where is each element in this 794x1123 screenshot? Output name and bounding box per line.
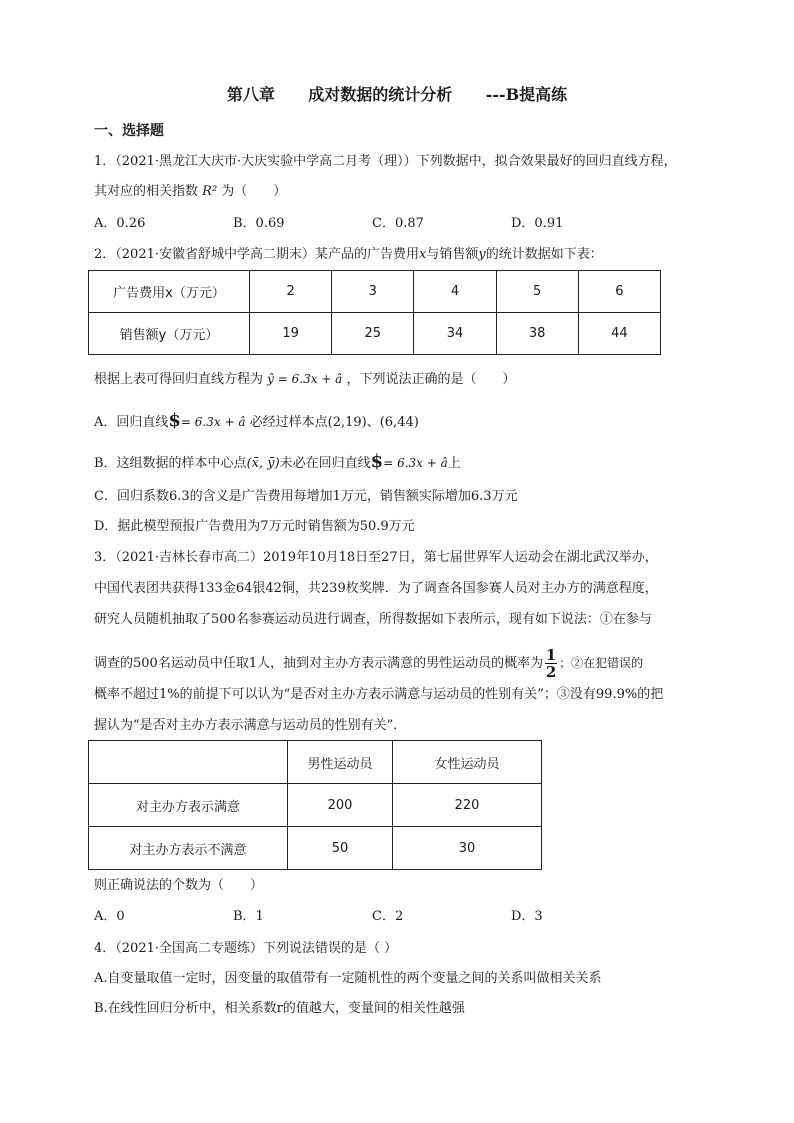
q3-option-a: A．0	[94, 909, 125, 924]
q2-option-c: C．回归系数6.3的含义是广告费用每增加1万元，销售额实际增加6.3万元	[94, 489, 518, 504]
q1-stem-line2-pre: 其对应的相关指数	[94, 184, 199, 199]
q2-option-a-pre: A．回归直线	[94, 415, 169, 430]
q2-after-pre: 根据上表可得回归直线方程为	[94, 372, 264, 387]
q3-table-row1-label: 对主办方表示满意	[89, 784, 288, 827]
q3-table-cell: 50	[288, 827, 393, 870]
q4-option-b: B.在线性回归分析中，相关系数r的值越大，变量间的相关性越强	[94, 1001, 465, 1016]
section-heading: 一、选择题	[94, 123, 164, 139]
q2-after-post: ，下列说法正确的是（ ）	[346, 372, 516, 387]
q2-stem-y: y	[478, 247, 486, 262]
q2-option-b-mid: 未必在回归直线	[279, 456, 371, 471]
q2-stem-post: 的统计数据如下表：	[485, 247, 603, 262]
q4-stem: 4．（2021·全国高二专题练）下列说法错误的是（ ）	[94, 941, 398, 956]
q3-fraction	[545, 647, 557, 680]
q3-fraction-numerator: 1	[545, 646, 557, 664]
q2-data-table	[88, 270, 661, 355]
q3-table-cell: 30	[393, 827, 542, 870]
q3-table-cell: 200	[288, 784, 393, 827]
q3-table-cell: 220	[393, 784, 542, 827]
q3-table-row-unsatisfied	[89, 827, 542, 870]
q3-table-col-male: 男性运动员	[288, 741, 393, 784]
q2-stem-pre: 2．（2021·安徽省舒城中学高二期末）某产品的广告费用	[94, 247, 419, 262]
q3-stem-line6: 握认为“是否对主办方表示满意与运动员的性别有关”．	[94, 718, 407, 733]
q2-stem	[94, 245, 603, 265]
q3-table-row2-label: 对主办方表示不满意	[89, 827, 288, 870]
q3-stem-line4	[94, 647, 643, 680]
q2-table-cell: 2	[250, 271, 332, 313]
q2-table-row-ad-cost	[89, 271, 661, 313]
q2-option-b	[94, 452, 461, 474]
q3-table-header-row	[89, 741, 542, 784]
q2-option-a	[94, 411, 419, 433]
q3-table-corner	[89, 741, 288, 784]
q3-table-row-satisfied	[89, 784, 542, 827]
q1-r-squared: R²	[202, 184, 218, 199]
q2-table-cell: 34	[414, 313, 496, 355]
q2-table-cell: 6	[578, 271, 660, 313]
q2-table-row1-label: 广告费用x（万元）	[89, 271, 250, 313]
q3-stem-line2: 中国代表团共获得133金64银42铜，共239枚奖牌．为了调查各国参赛人员对主办方的满意程度，	[94, 581, 658, 596]
q3-table-col-female: 女性运动员	[393, 741, 542, 784]
q3-option-b: B．1	[233, 909, 264, 924]
q2-table-cell: 44	[578, 313, 660, 355]
q2-option-b-eq: = 6.3x + â	[383, 456, 448, 470]
q2-option-a-post: 必经过样本点(2,19)、(6,44)	[249, 415, 419, 430]
q1-option-b: B．0.69	[233, 216, 285, 231]
q3-stem-line3: 研究人员随机抽取了500名参赛运动员进行调查，所得数据如下表所示，现有如下说法：①在参与	[94, 612, 652, 627]
q3-stem-line1: 3．（2021·吉林长春市高二）2019年10月18日至27日，第七届世界军人运动会在湖北武汉举办，	[94, 550, 658, 565]
q2-stem-mid: 与销售额	[426, 247, 479, 262]
q2-option-b-post: 上	[447, 456, 461, 471]
q4-option-a: A.自变量取值一定时，因变量的取值带有一定随机性的两个变量之间的关系叫做相关关系	[94, 971, 602, 986]
q2-option-d: D．据此模型预报广告费用为7万元时销售额为50.9万元	[94, 519, 415, 534]
q2-table-cell: 4	[414, 271, 496, 313]
q2-after-table	[94, 369, 515, 390]
q1-options	[94, 214, 650, 234]
q2-sample-center: (x̄, ȳ)	[246, 456, 280, 471]
q3-line4-pre: 调查的500名运动员中任取1人，抽到对主办方表示满意的男性运动员的概率为	[94, 656, 544, 671]
q2-table-cell: 3	[332, 271, 414, 313]
q1-option-d: D．0.91	[511, 216, 564, 231]
q1-option-c: C．0.87	[372, 216, 424, 231]
q3-options	[94, 907, 650, 927]
q3-line4-post: ；②在犯错误的	[559, 656, 644, 670]
q3-option-d: D．3	[511, 909, 543, 924]
q2-table-cell: 25	[332, 313, 414, 355]
q3-after-table: 则正确说法的个数为（ ）	[94, 878, 264, 893]
q2-table-cell: 5	[496, 271, 578, 313]
q3-option-c: C．2	[372, 909, 404, 924]
q3-contingency-table	[88, 740, 542, 870]
q2-option-b-pre: B．这组数据的样本中心点	[94, 456, 247, 471]
q2-table-row2-label: 销售额y（万元）	[89, 313, 250, 355]
q2-option-a-eq: = 6.3x + â	[180, 415, 246, 429]
q1-stem-line2	[94, 182, 286, 202]
q2-regression-equation: ŷ = 6.3x + â	[267, 372, 343, 386]
q1-option-a: A．0.26	[94, 216, 146, 231]
q1-stem-line2-post: 为（ ）	[221, 184, 287, 199]
q2-table-row-sales	[89, 313, 661, 355]
q2-table-cell: 19	[250, 313, 332, 355]
q3-stem-line5: 概率不超过1%的前提下可以认为“是否对主办方表示满意与运动员的性别有关”；③没有99.9%的把	[94, 687, 664, 702]
page-title: 第八章 成对数据的统计分析 ---B提高练	[226, 85, 568, 104]
q3-fraction-denominator: 2	[545, 663, 557, 681]
y-hat-glyph: $	[370, 451, 384, 472]
q2-stem-x: x	[419, 247, 427, 262]
y-hat-glyph: $	[168, 410, 181, 431]
q2-table-cell: 38	[496, 313, 578, 355]
q1-stem-line1: 1．（2021·黑龙江大庆市·大庆实验中学高二月考（理））下列数据中，拟合效果最好的回归直线方程，	[94, 154, 677, 169]
